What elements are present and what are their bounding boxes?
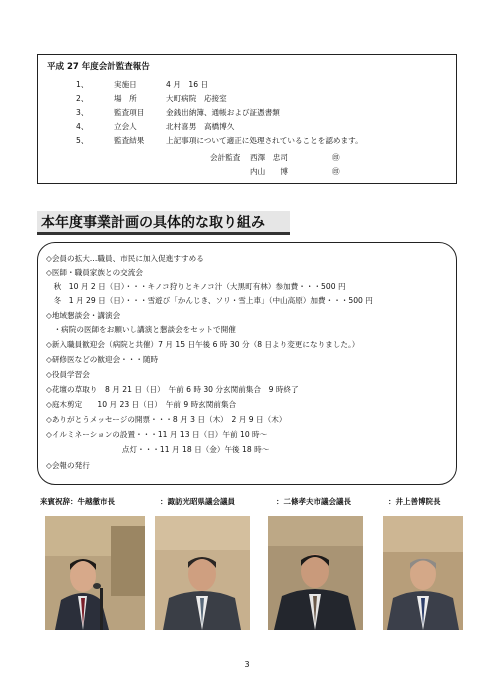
plan-line: ◇会報の発行 bbox=[46, 461, 90, 470]
audit-report-box bbox=[37, 54, 457, 184]
audit-row-value: 大町病院 応接室 bbox=[166, 94, 227, 103]
plan-line: 秋 10 月 2 日（日）・・・キノコ狩りとキノコ汁（大黒町有林）参加費・・・500 円 bbox=[46, 282, 346, 291]
audit-row-label: 立会人 bbox=[114, 122, 137, 131]
auditor-name-1: 西澤 忠司 bbox=[250, 153, 288, 162]
photo-speaker-4 bbox=[383, 516, 463, 630]
photo-caption: 来賓祝辞：牛越徹市長 bbox=[40, 497, 115, 506]
photo-caption: ：諏訪光昭県議会議員 bbox=[160, 497, 235, 506]
audit-title: 平成 27 年度会計監査報告 bbox=[47, 62, 150, 72]
plan-line: ◇ありがとうメッセージの開票・・・8 月 3 日（木） 2 月 9 日（木） bbox=[46, 415, 287, 424]
plan-line: ◇地域懇談会・講演会 bbox=[46, 311, 121, 320]
audit-row-value: 4 月 16 日 bbox=[166, 80, 209, 89]
plan-line: ◇新入職員歓迎会（病院と共催）7 月 15 日午後 6 時 30 分（8 日より変更になりました。） bbox=[46, 340, 360, 349]
audit-row-number: 5、 bbox=[76, 136, 89, 145]
audit-row-number: 4、 bbox=[76, 122, 89, 131]
auditor-role: 会計監査 bbox=[210, 153, 241, 162]
audit-row-number: 1、 bbox=[76, 80, 89, 89]
plan-line: ◇庭木剪定 10 月 23 日（日） 午前 9 時玄関前集合 bbox=[46, 400, 237, 409]
plan-box bbox=[37, 242, 457, 485]
audit-row-value: 金銭出納簿、通帳および証憑書類 bbox=[166, 108, 280, 117]
audit-row-label: 実施日 bbox=[114, 80, 137, 89]
audit-row-label: 監査項目 bbox=[114, 108, 145, 117]
plan-line: ◇研修医などの歓迎会・・・随時 bbox=[46, 355, 159, 364]
audit-row-label: 監査結果 bbox=[114, 136, 145, 145]
page-number: 3 bbox=[244, 660, 250, 669]
plan-line: ◇イルミネーションの設置・・・11 月 13 日（日）午前 10 時～ bbox=[46, 430, 268, 439]
plan-line: ◇会員の拡大…職員、市民に加入促進すすめる bbox=[46, 254, 204, 263]
photo-speaker-2 bbox=[155, 516, 250, 630]
auditor-seal-1: ㊞ bbox=[332, 153, 340, 162]
plan-line: ◇医師・職員家族との交流会 bbox=[46, 268, 143, 277]
audit-row-label: 場 所 bbox=[114, 94, 137, 103]
audit-row-value: 上記事項について適正に処理されていることを認めます。 bbox=[166, 136, 363, 145]
plan-line: ◇役員学習会 bbox=[46, 370, 90, 379]
audit-row-number: 3、 bbox=[76, 108, 89, 117]
plan-line: 冬 1 月 29 日（日）・・・雪遊び「かんじき、ソリ・雪上車」（中山高原）加費・・・500 円 bbox=[46, 296, 373, 305]
photo-speaker-1 bbox=[45, 516, 145, 630]
audit-row-number: 2、 bbox=[76, 94, 89, 103]
photo-speaker-3 bbox=[268, 516, 363, 630]
plan-line: ◇花壇の草取り 8 月 21 日（日） 午前 6 時 30 分玄関前集合 9 時終了 bbox=[46, 385, 299, 394]
photo-caption: ：井上善博院長 bbox=[388, 497, 441, 506]
auditor-seal-2: ㊞ bbox=[332, 167, 340, 176]
plan-line: ・病院の医師をお願いし講演と懇談会をセットで開催 bbox=[46, 325, 236, 334]
auditor-name-2: 内山 博 bbox=[250, 167, 288, 176]
plan-line: 点灯・・・11 月 18 日（金）午後 18 時～ bbox=[46, 445, 270, 454]
plan-title: 本年度事業計画の具体的な取り組み bbox=[37, 211, 290, 235]
audit-row-value: 北村喜男 高橋博久 bbox=[166, 122, 235, 131]
photo-caption: ：二條孝夫市議会議長 bbox=[276, 497, 351, 506]
